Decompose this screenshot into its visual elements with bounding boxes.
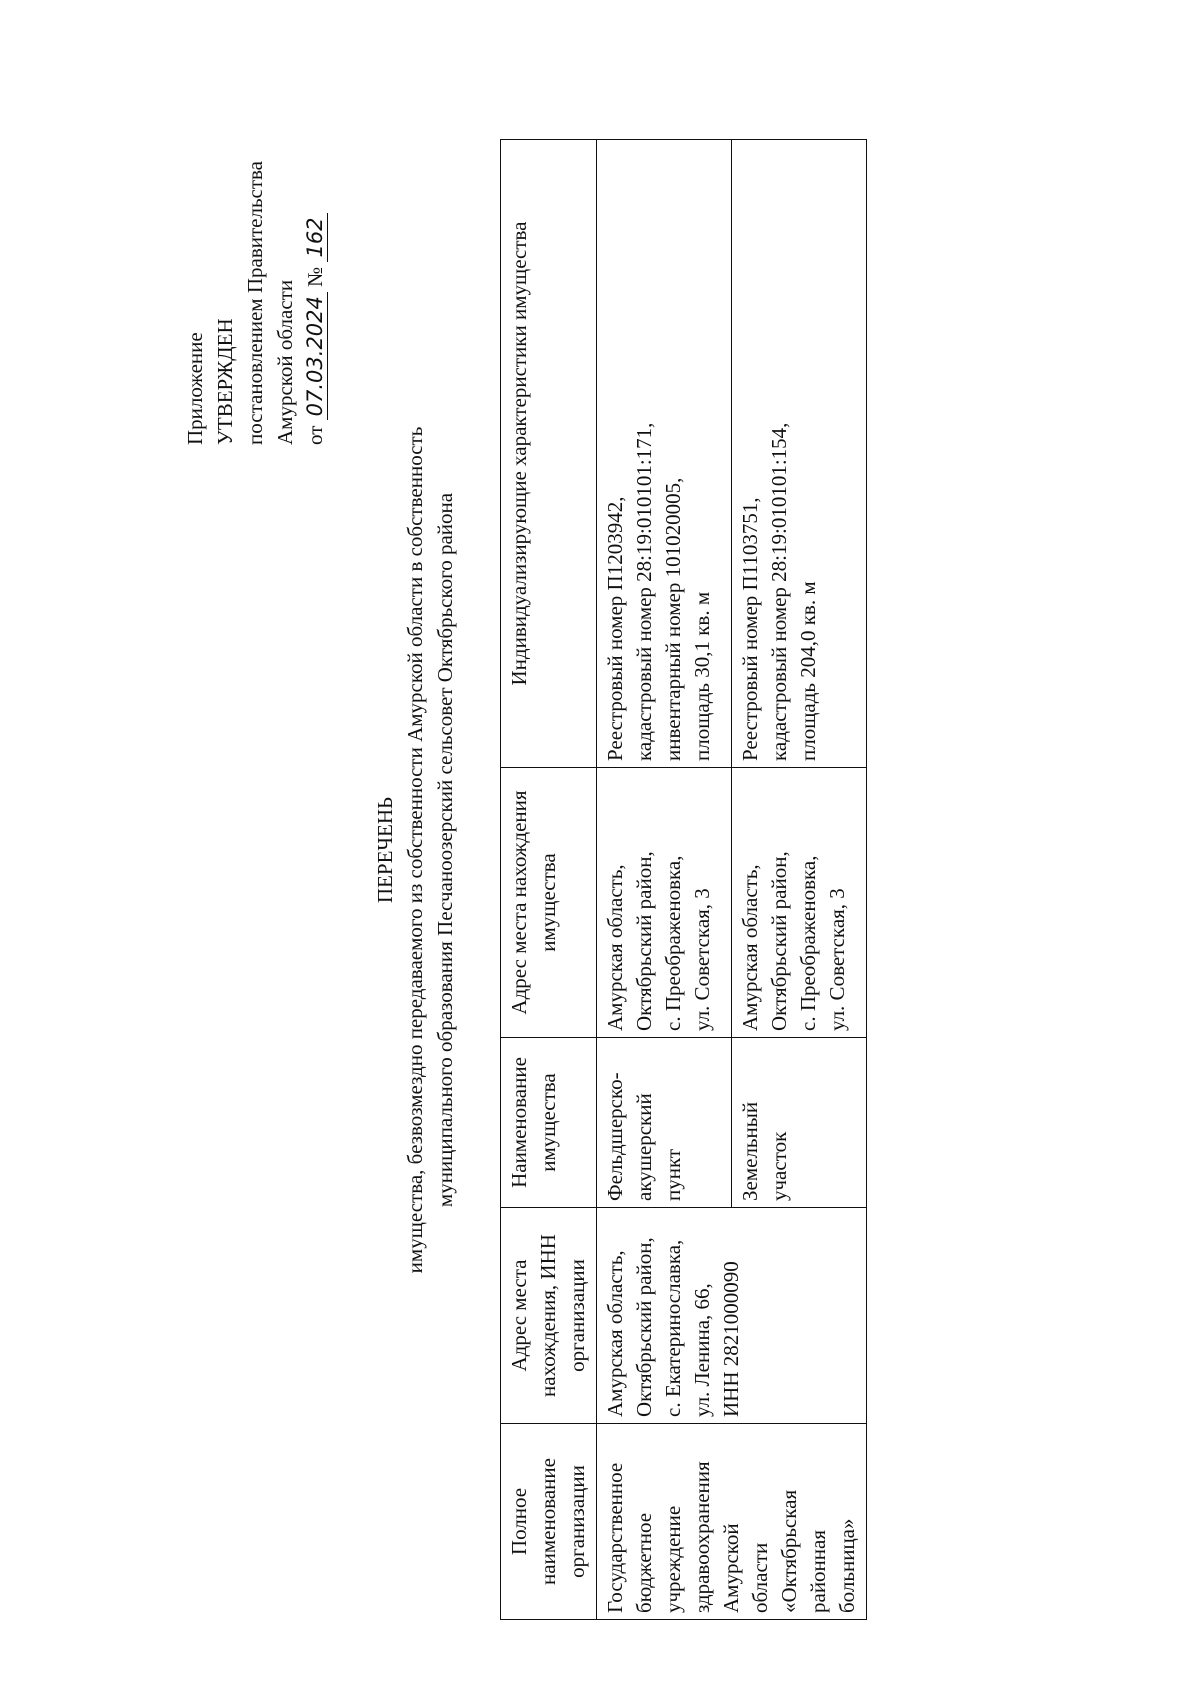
property-name-cell [597,1038,732,1208]
approval-block [180,65,330,445]
property-address-line: ул. Советская, 3 [825,888,849,1031]
property-address-line: ул. Советская, 3 [690,888,714,1031]
document-subtitle-line-1: имущества, безвозмездно передаваемого из собственности Амурской области в собственность [403,426,427,1274]
property-address-cell [732,768,867,1038]
header-property-name: Наименование имущества [501,1038,597,1208]
approval-line-3: постановлением Правительства [243,160,267,445]
org-address-line: с. Екатеринославка, [661,1239,685,1417]
property-address-cell [597,768,732,1038]
characteristics-line: кадастровый номер 28:19:010101:171, [632,422,656,761]
header-org-name: Полное наименование организации [501,1424,597,1620]
org-name-line: Государственное [603,1462,627,1613]
approval-number: 162 [303,213,328,261]
characteristics-line: Реестровый номер П1103751, [738,497,762,761]
property-name-line: Земельный [738,1101,762,1201]
property-name-cell [732,1038,867,1208]
header-property-address: Адрес места нахождения имущества [501,768,597,1038]
characteristics-cell [597,140,732,768]
org-name-line: «Октябрьская [777,1489,801,1613]
org-name-line: Амурской [719,1523,743,1613]
org-name-line: районная [806,1529,830,1613]
property-address-line: с. Преображеновка, [796,855,820,1031]
org-address-line: ИНН 2821000090 [719,1261,743,1417]
property-address-line: с. Преображеновка, [661,855,685,1031]
approval-line-4: Амурской области [273,279,297,445]
property-name-line: пункт [661,1148,685,1201]
property-table-wrapper [500,140,867,1620]
document-heading [370,140,460,1560]
org-address-cell [597,1208,867,1424]
approval-line-2: УТВЕРЖДЕН [213,318,237,445]
org-name-line: больница» [835,1518,859,1613]
approval-date-line [300,65,330,445]
org-address-line: Амурская область, [603,1250,627,1417]
header-characteristics: Индивидуализирующие характеристики имущества [501,140,597,768]
org-name-cell [597,1424,867,1620]
property-name-line: участок [767,1131,791,1201]
number-label: № [303,266,327,287]
approval-line-1: Приложение [183,332,207,445]
org-address-line: Октябрьский район, [632,1237,656,1417]
document-title: ПЕРЕЧЕНЬ [373,796,397,904]
property-name-line: Фельдшерско- [603,1072,627,1201]
property-table [500,139,867,1620]
org-name-line: учреждение [661,1505,685,1613]
characteristics-cell [732,140,867,768]
property-name-line: акушерский [632,1093,656,1201]
property-address-line: Амурская область, [738,864,762,1031]
characteristics-line: Реестровый номер П1203942, [603,496,627,761]
org-name-line: бюджетное [632,1512,656,1613]
approval-date: 07.03.2024 [303,292,328,420]
property-address-line: Октябрьский район, [632,851,656,1031]
characteristics-line: площадь 204,0 кв. м [796,581,820,761]
org-address-line: ул. Ленина, 66, [690,1283,714,1417]
org-name-line: здравоохранения [690,1461,714,1613]
header-org-address: Адрес места нахождения, ИНН организации [501,1208,597,1424]
from-label: от [303,425,327,445]
property-address-line: Октябрьский район, [767,851,791,1031]
org-name-line: области [748,1542,772,1613]
characteristics-line: площадь 30,1 кв. м [690,591,714,761]
characteristics-line: инвентарный номер 101020005, [661,477,685,761]
table-header-row [501,140,597,1620]
characteristics-line: кадастровый номер 28:19:010101:154, [767,422,791,761]
property-address-line: Амурская область, [603,864,627,1031]
document-page [160,60,1200,1660]
table-row [597,140,732,1620]
document-subtitle-line-2: муниципального образования Песчаноозерский сельсовет Октябрьского района [433,492,457,1208]
